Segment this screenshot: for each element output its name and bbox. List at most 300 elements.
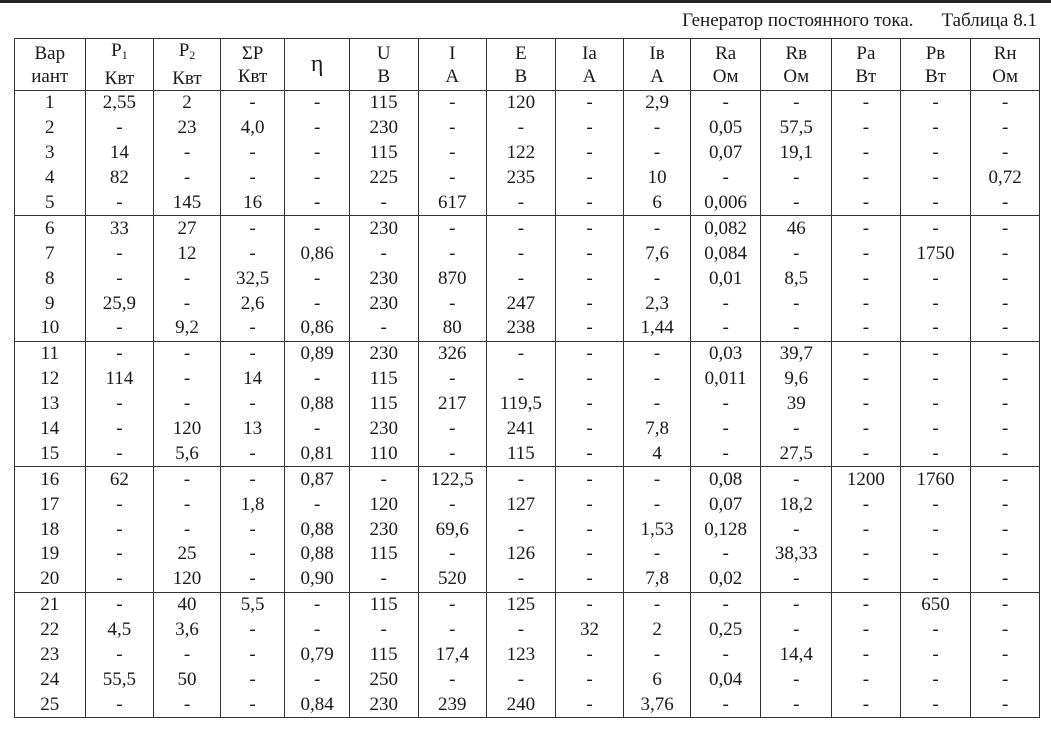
table-cell: - xyxy=(154,266,221,291)
table-row xyxy=(15,116,1040,141)
table-row xyxy=(15,392,1040,417)
table-cell: - xyxy=(761,592,832,617)
header-unit: Квт xyxy=(104,68,135,89)
column-header xyxy=(349,39,418,91)
table-cell: - xyxy=(624,492,691,517)
table-cell: 0,07 xyxy=(690,141,761,166)
table-cell: - xyxy=(154,392,221,417)
variant-number-cell: 14 xyxy=(15,417,86,442)
table-cell: 13 xyxy=(220,417,285,442)
table-cell: 115 xyxy=(349,542,418,567)
table-cell: 4 xyxy=(624,441,691,466)
table-cell: 14 xyxy=(85,141,154,166)
variant-number-cell: 3 xyxy=(15,141,86,166)
table-cell: - xyxy=(349,618,418,643)
table-cell: - xyxy=(555,417,624,442)
table-cell: 115 xyxy=(349,367,418,392)
column-header xyxy=(832,39,901,91)
table-cell: - xyxy=(690,542,761,567)
table-row xyxy=(15,91,1040,116)
table-cell: 40 xyxy=(154,592,221,617)
header-unit: иант xyxy=(31,65,69,87)
table-cell: - xyxy=(220,517,285,542)
table-cell: - xyxy=(487,618,556,643)
table-cell: - xyxy=(85,316,154,341)
table-cell: 2,6 xyxy=(220,291,285,316)
table-cell: - xyxy=(971,91,1040,116)
table-cell: - xyxy=(487,367,556,392)
table-cell: 230 xyxy=(349,291,418,316)
table-cell: 25 xyxy=(154,542,221,567)
table-cell: - xyxy=(85,441,154,466)
header-symbol: Вар xyxy=(34,42,66,64)
table-cell: - xyxy=(85,517,154,542)
table-cell: 82 xyxy=(85,166,154,191)
table-cell: - xyxy=(555,492,624,517)
table-cell: 46 xyxy=(761,216,832,241)
table-cell: - xyxy=(900,492,971,517)
header-unit: Квт xyxy=(172,68,202,89)
table-cell: 0,011 xyxy=(690,367,761,392)
table-cell: 0,128 xyxy=(690,517,761,542)
table-cell: - xyxy=(220,542,285,567)
table-row xyxy=(15,417,1040,442)
caption-title: Генератор постоянного тока. xyxy=(682,10,914,31)
table-cell: - xyxy=(971,241,1040,266)
table-cell: 241 xyxy=(487,417,556,442)
table-cell: - xyxy=(900,191,971,216)
table-cell: 1200 xyxy=(832,467,901,492)
table-cell: - xyxy=(349,316,418,341)
table-cell: 0,006 xyxy=(690,191,761,216)
table-row xyxy=(15,241,1040,266)
table-cell: - xyxy=(900,91,971,116)
table-cell: 0,084 xyxy=(690,241,761,266)
table-cell: - xyxy=(690,643,761,668)
header-symbol: Ia xyxy=(582,42,597,64)
table-cell: 7,8 xyxy=(624,567,691,592)
table-cell: 115 xyxy=(349,91,418,116)
table-cell: 1,44 xyxy=(624,316,691,341)
table-cell: - xyxy=(85,266,154,291)
header-symbol: Ra xyxy=(715,42,737,64)
table-cell: - xyxy=(85,567,154,592)
table-cell: - xyxy=(690,417,761,442)
table-cell: 0,25 xyxy=(690,618,761,643)
column-header xyxy=(154,39,221,91)
header-subscript: 1 xyxy=(121,48,128,62)
table-cell: 1750 xyxy=(900,241,971,266)
table-cell: - xyxy=(487,116,556,141)
table-cell: - xyxy=(624,216,691,241)
table-cell: 1,53 xyxy=(624,517,691,542)
table-cell: - xyxy=(418,91,487,116)
table-cell: - xyxy=(154,492,221,517)
header-symbol: Pв xyxy=(925,42,946,64)
table-cell: - xyxy=(971,291,1040,316)
table-cell: - xyxy=(555,542,624,567)
table-cell: - xyxy=(154,517,221,542)
table-cell: - xyxy=(154,643,221,668)
table-cell: - xyxy=(418,492,487,517)
table-cell: - xyxy=(624,266,691,291)
variant-number-cell: 8 xyxy=(15,266,86,291)
table-cell: - xyxy=(971,316,1040,341)
table-cell: - xyxy=(900,618,971,643)
table-cell: 0,81 xyxy=(285,441,350,466)
header-subscript: 2 xyxy=(189,48,196,62)
table-row xyxy=(15,692,1040,717)
table-cell: - xyxy=(624,116,691,141)
variant-number-cell: 4 xyxy=(15,166,86,191)
table-cell: 120 xyxy=(487,91,556,116)
table-cell: 120 xyxy=(154,567,221,592)
column-header xyxy=(624,39,691,91)
header-unit: А xyxy=(650,65,664,87)
table-cell: - xyxy=(971,392,1040,417)
table-cell: - xyxy=(85,116,154,141)
table-cell: - xyxy=(832,216,901,241)
table-cell: - xyxy=(971,341,1040,366)
table-cell: 1760 xyxy=(900,467,971,492)
table-cell: 250 xyxy=(349,667,418,692)
table-cell: - xyxy=(220,216,285,241)
table-cell: 14 xyxy=(220,367,285,392)
header-symbol: P xyxy=(111,40,122,61)
table-cell: 125 xyxy=(487,592,556,617)
table-cell: 122,5 xyxy=(418,467,487,492)
table-cell: - xyxy=(220,91,285,116)
table-cell: - xyxy=(555,91,624,116)
table-cell: - xyxy=(154,291,221,316)
data-table xyxy=(14,38,1040,718)
table-cell: 3,76 xyxy=(624,692,691,717)
table-cell: - xyxy=(220,441,285,466)
table-cell: 230 xyxy=(349,517,418,542)
table-cell: - xyxy=(900,441,971,466)
table-cell: - xyxy=(220,316,285,341)
table-cell: - xyxy=(220,667,285,692)
table-cell: - xyxy=(487,567,556,592)
table-cell: - xyxy=(220,643,285,668)
table-cell: 7,8 xyxy=(624,417,691,442)
column-header xyxy=(487,39,556,91)
table-cell: 247 xyxy=(487,291,556,316)
table-cell: 119,5 xyxy=(487,392,556,417)
table-cell: - xyxy=(220,467,285,492)
table-cell: 0,01 xyxy=(690,266,761,291)
column-header xyxy=(900,39,971,91)
header-unit: Квт xyxy=(237,65,268,87)
table-cell: 2 xyxy=(624,618,691,643)
table-cell: - xyxy=(832,692,901,717)
header-symbol: ΣP xyxy=(241,42,264,64)
table-cell: - xyxy=(900,367,971,392)
table-cell: 650 xyxy=(900,592,971,617)
table-cell: - xyxy=(487,341,556,366)
table-cell: 0,04 xyxy=(690,667,761,692)
table-cell: 870 xyxy=(418,266,487,291)
table-cell: 0,79 xyxy=(285,643,350,668)
table-cell: 2,9 xyxy=(624,91,691,116)
table-caption xyxy=(682,10,1037,32)
table-row xyxy=(15,618,1040,643)
table-cell: - xyxy=(487,667,556,692)
variant-number-cell: 24 xyxy=(15,667,86,692)
top-rule xyxy=(0,0,1051,3)
table-cell: - xyxy=(487,266,556,291)
table-cell: - xyxy=(761,241,832,266)
table-cell: - xyxy=(690,291,761,316)
table-cell: - xyxy=(418,166,487,191)
header-unit: Ом xyxy=(992,65,1019,87)
table-cell: - xyxy=(555,441,624,466)
table-cell: - xyxy=(220,166,285,191)
table-cell: - xyxy=(832,341,901,366)
table-cell: 18,2 xyxy=(761,492,832,517)
table-cell: 9,2 xyxy=(154,316,221,341)
header-symbol: Rн xyxy=(993,42,1017,64)
table-cell: - xyxy=(154,341,221,366)
table-cell: - xyxy=(418,241,487,266)
table-cell: - xyxy=(624,592,691,617)
table-cell: 230 xyxy=(349,266,418,291)
table-cell: - xyxy=(555,467,624,492)
table-cell: - xyxy=(624,392,691,417)
table-cell: 230 xyxy=(349,417,418,442)
table-cell: - xyxy=(832,392,901,417)
table-cell: - xyxy=(971,467,1040,492)
table-cell: - xyxy=(900,216,971,241)
table-cell: - xyxy=(285,367,350,392)
table-cell: - xyxy=(220,567,285,592)
table-cell: 7,6 xyxy=(624,241,691,266)
table-cell: - xyxy=(971,441,1040,466)
table-cell: - xyxy=(971,266,1040,291)
table-cell: - xyxy=(624,643,691,668)
table-cell: - xyxy=(832,191,901,216)
table-cell: 230 xyxy=(349,116,418,141)
table-row xyxy=(15,542,1040,567)
variant-number-cell: 1 xyxy=(15,91,86,116)
table-cell: - xyxy=(418,291,487,316)
table-cell: - xyxy=(832,141,901,166)
table-cell: - xyxy=(285,166,350,191)
table-cell: 0,07 xyxy=(690,492,761,517)
table-cell: - xyxy=(900,266,971,291)
variant-number-cell: 19 xyxy=(15,542,86,567)
table-cell: 39,7 xyxy=(761,341,832,366)
table-cell: - xyxy=(761,316,832,341)
table-cell: - xyxy=(832,618,901,643)
header-symbol: Iв xyxy=(649,42,665,64)
table-cell: 115 xyxy=(349,392,418,417)
table-cell: 145 xyxy=(154,191,221,216)
table-cell: - xyxy=(832,567,901,592)
table-cell: 2,3 xyxy=(624,291,691,316)
table-cell: - xyxy=(971,191,1040,216)
table-cell: 0,86 xyxy=(285,316,350,341)
table-cell: 57,5 xyxy=(761,116,832,141)
table-row xyxy=(15,441,1040,466)
table-cell: - xyxy=(900,567,971,592)
table-cell: - xyxy=(761,191,832,216)
table-cell: 0,02 xyxy=(690,567,761,592)
table-cell: - xyxy=(85,191,154,216)
table-cell: 23 xyxy=(154,116,221,141)
column-header xyxy=(555,39,624,91)
table-cell: - xyxy=(761,567,832,592)
column-header xyxy=(690,39,761,91)
table-cell: - xyxy=(971,517,1040,542)
table-cell: 8,5 xyxy=(761,266,832,291)
variant-number-cell: 25 xyxy=(15,692,86,717)
variant-number-cell: 15 xyxy=(15,441,86,466)
header-unit: Ом xyxy=(783,65,810,87)
table-row xyxy=(15,567,1040,592)
table-cell: 0,84 xyxy=(285,692,350,717)
table-row xyxy=(15,166,1040,191)
variant-number-cell: 5 xyxy=(15,191,86,216)
table-cell: 230 xyxy=(349,692,418,717)
table-cell: - xyxy=(832,166,901,191)
table-cell: 235 xyxy=(487,166,556,191)
table-row xyxy=(15,667,1040,692)
variant-number-cell: 16 xyxy=(15,467,86,492)
table-cell: 17,4 xyxy=(418,643,487,668)
variant-number-cell: 6 xyxy=(15,216,86,241)
table-cell: - xyxy=(832,667,901,692)
header-symbol: P xyxy=(178,40,190,61)
table-cell: 33 xyxy=(85,216,154,241)
table-cell: - xyxy=(220,241,285,266)
table-cell: 50 xyxy=(154,667,221,692)
table-cell: - xyxy=(832,417,901,442)
table-cell: - xyxy=(555,241,624,266)
variant-number-cell: 20 xyxy=(15,567,86,592)
table-cell: - xyxy=(555,517,624,542)
table-cell: - xyxy=(349,567,418,592)
table-cell: 4,0 xyxy=(220,116,285,141)
table-cell: 120 xyxy=(154,417,221,442)
header-unit: Ом xyxy=(712,65,739,87)
table-cell: - xyxy=(832,592,901,617)
table-row xyxy=(15,517,1040,542)
header-unit: А xyxy=(582,65,597,87)
table-cell: - xyxy=(971,116,1040,141)
table-cell: - xyxy=(555,191,624,216)
table-cell: - xyxy=(971,667,1040,692)
table-cell: - xyxy=(624,367,691,392)
table-cell: - xyxy=(900,667,971,692)
table-cell: 25,9 xyxy=(85,291,154,316)
column-header xyxy=(761,39,832,91)
header-unit: В xyxy=(377,65,391,87)
table-cell: 62 xyxy=(85,467,154,492)
table-cell: - xyxy=(555,367,624,392)
table-cell: - xyxy=(761,417,832,442)
column-header xyxy=(85,39,154,91)
table-cell: - xyxy=(285,216,350,241)
table-row xyxy=(15,266,1040,291)
table-cell: - xyxy=(900,141,971,166)
table-cell: - xyxy=(832,91,901,116)
table-cell: - xyxy=(690,592,761,617)
table-cell: 0,86 xyxy=(285,241,350,266)
variant-number-cell: 18 xyxy=(15,517,86,542)
table-row xyxy=(15,141,1040,166)
table-cell: 115 xyxy=(349,141,418,166)
table-cell: 0,88 xyxy=(285,517,350,542)
table-cell: - xyxy=(761,517,832,542)
header-unit: Вт xyxy=(855,65,877,87)
table-cell: - xyxy=(971,643,1040,668)
table-cell: - xyxy=(285,116,350,141)
table-cell: 0,03 xyxy=(690,341,761,366)
table-row xyxy=(15,492,1040,517)
table-cell: 126 xyxy=(487,542,556,567)
table-cell: - xyxy=(832,367,901,392)
table-cell: - xyxy=(761,467,832,492)
table-cell: - xyxy=(154,692,221,717)
header-symbol: U xyxy=(376,42,391,64)
table-cell: - xyxy=(624,542,691,567)
table-cell: - xyxy=(832,643,901,668)
table-cell: 127 xyxy=(487,492,556,517)
table-cell: - xyxy=(418,417,487,442)
table-cell: - xyxy=(418,592,487,617)
table-cell: 120 xyxy=(349,492,418,517)
table-cell: - xyxy=(285,667,350,692)
table-cell: 0,88 xyxy=(285,542,350,567)
table-cell: 230 xyxy=(349,216,418,241)
table-row xyxy=(15,592,1040,617)
table-cell: - xyxy=(285,492,350,517)
table-cell: - xyxy=(85,592,154,617)
variant-number-cell: 12 xyxy=(15,367,86,392)
table-cell: - xyxy=(555,341,624,366)
table-cell: 0,90 xyxy=(285,567,350,592)
table-cell: 2,55 xyxy=(85,91,154,116)
table-cell: - xyxy=(690,441,761,466)
variant-number-cell: 23 xyxy=(15,643,86,668)
table-cell: 16 xyxy=(220,191,285,216)
table-cell: - xyxy=(690,316,761,341)
table-cell: 3,6 xyxy=(154,618,221,643)
table-cell: - xyxy=(832,241,901,266)
table-cell: 19,1 xyxy=(761,141,832,166)
table-row xyxy=(15,216,1040,241)
table-cell: - xyxy=(154,367,221,392)
table-cell: - xyxy=(349,191,418,216)
table-cell: - xyxy=(971,141,1040,166)
table-cell: - xyxy=(690,91,761,116)
table-row xyxy=(15,341,1040,366)
table-cell: 238 xyxy=(487,316,556,341)
table-cell: - xyxy=(900,341,971,366)
table-cell: 0,88 xyxy=(285,392,350,417)
table-cell: - xyxy=(624,467,691,492)
table-cell: 10 xyxy=(624,166,691,191)
table-cell: - xyxy=(690,166,761,191)
table-cell: 217 xyxy=(418,392,487,417)
table-cell: - xyxy=(85,692,154,717)
table-cell: - xyxy=(154,141,221,166)
variant-number-cell: 17 xyxy=(15,492,86,517)
table-cell: 0,72 xyxy=(971,166,1040,191)
table-row xyxy=(15,643,1040,668)
header-symbol: I xyxy=(449,42,456,64)
